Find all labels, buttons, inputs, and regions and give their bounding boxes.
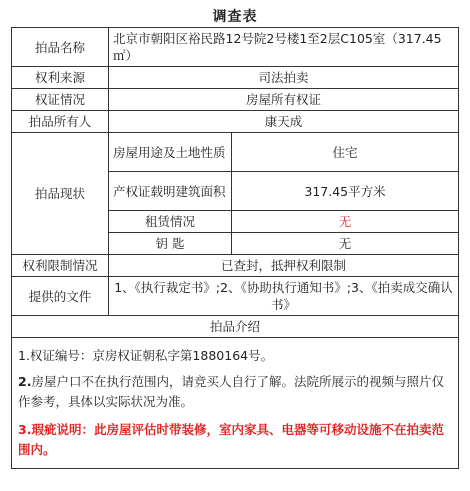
page-title: 调查表 [212, 9, 258, 25]
certificate-label: 权证情况 [12, 89, 109, 111]
restriction-value: 已查封，抵押权利限制 [109, 255, 459, 277]
usage-label: 房屋用途及土地性质 [109, 133, 232, 172]
right-source-value: 司法拍卖 [109, 67, 459, 89]
lease-value: 无 [232, 211, 459, 233]
row-owner [12, 111, 459, 133]
row-right-source [12, 67, 459, 89]
survey-table [11, 27, 459, 469]
intro-line-3: 3.瑕疵说明：此房屋评估时带装修，室内家具、电器等可移动设施不在拍卖范围内。 [18, 422, 444, 457]
row-intro-body [12, 338, 459, 469]
owner-value: 康天成 [109, 111, 459, 133]
key-label: 钥 匙 [109, 233, 232, 255]
intro-line-2-number: 2. [18, 374, 32, 389]
intro-header: 拍品介绍 [12, 316, 459, 338]
key-value: 无 [232, 233, 459, 255]
documents-label: 提供的文件 [12, 277, 109, 316]
restriction-label: 权利限制情况 [12, 255, 109, 277]
lease-label: 租赁情况 [109, 211, 232, 233]
area-label: 产权证载明建筑面积 [109, 172, 232, 211]
certificate-value: 房屋所有权证 [109, 89, 459, 111]
row-certificate [12, 89, 459, 111]
intro-line-1: 1.权证编号：京房权证朝私字第1880164号。 [18, 348, 274, 363]
status-label: 拍品现状 [12, 133, 109, 255]
intro-line-2 [18, 372, 452, 412]
item-name-label: 拍品名称 [12, 28, 109, 67]
usage-value: 住宅 [232, 133, 459, 172]
intro-line-2-text: 房屋户口不在执行范围内，请竞买人自行了解。法院所展示的视频与照片仅作参考，具体以实际状况为准。 [18, 374, 444, 409]
row-status-usage [12, 133, 459, 172]
owner-label: 拍品所有人 [12, 111, 109, 133]
row-item-name [12, 28, 459, 67]
item-name-value: 北京市朝阳区裕民路12号院2号楼1至2层C105室（317.45㎡） [109, 28, 459, 67]
documents-value: 1、《执行裁定书》;2、《协助执行通知书》;3、《拍卖成交确认书》 [109, 277, 459, 316]
area-value: 317.45平方米 [232, 172, 459, 211]
row-intro-header [12, 316, 459, 338]
row-documents [12, 277, 459, 316]
right-source-label: 权利来源 [12, 67, 109, 89]
row-restriction [12, 255, 459, 277]
intro-body [12, 338, 459, 469]
